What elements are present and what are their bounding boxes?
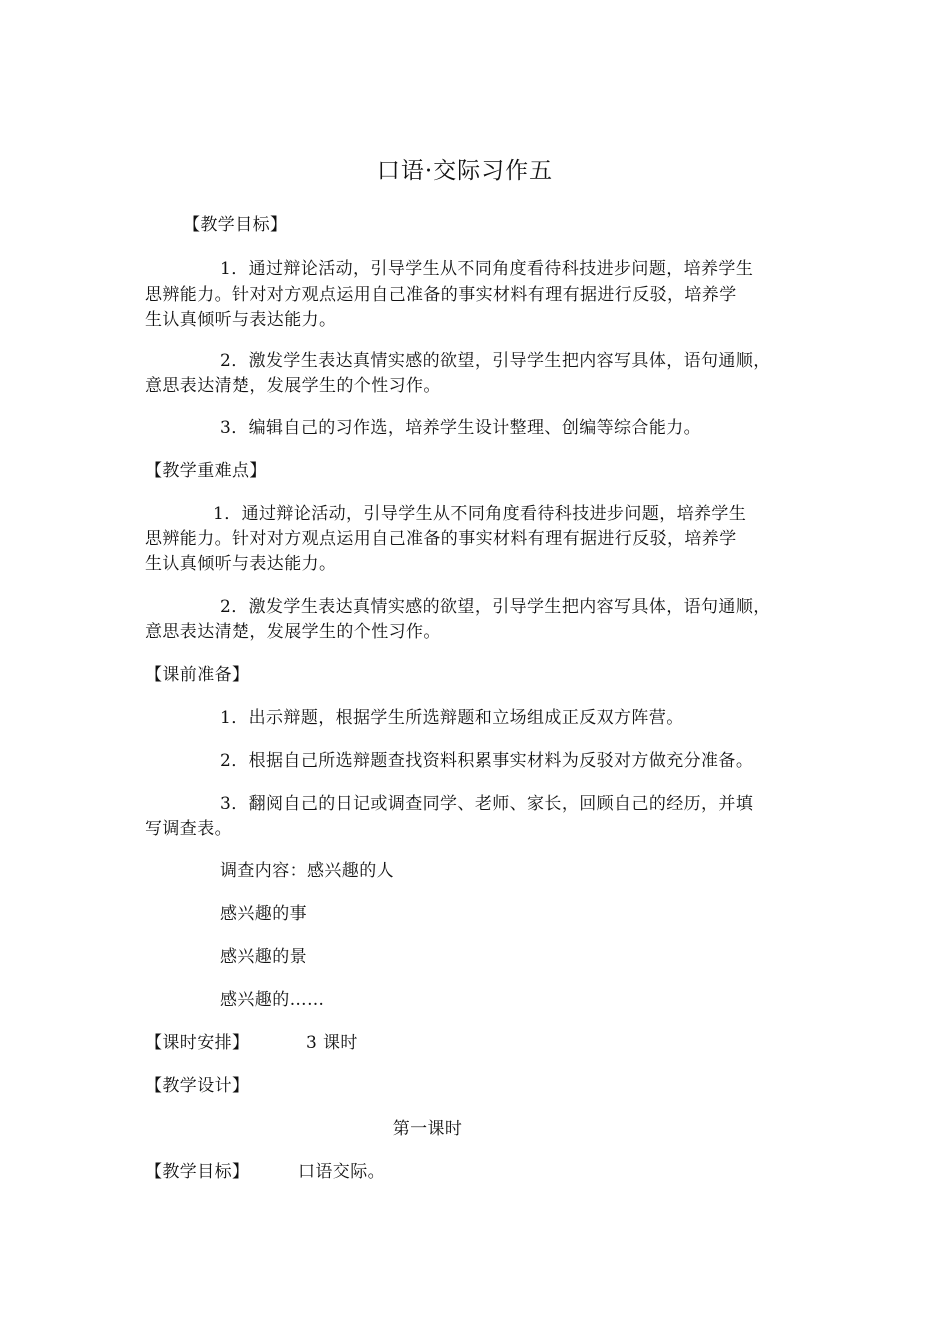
prep-3-line-2: 写调查表。	[145, 819, 232, 839]
lesson-goal-heading: 【教学目标】	[145, 1162, 250, 1182]
keypoint-1-line-1: 1．通过辩论活动，引导学生从不同角度看待科技进步问题，培养学生	[213, 504, 747, 524]
goal-3: 3．编辑自己的习作选，培养学生设计整理、创编等综合能力。	[220, 418, 702, 438]
survey-line-events: 感兴趣的事	[220, 904, 307, 924]
goal-2-line-1: 2．激发学生表达真情实感的欲望，引导学生把内容写具体，语句通顺，	[220, 351, 771, 371]
keypoint-1-line-2: 思辨能力。针对对方观点运用自己准备的事实材料有理有据进行反驳，培养学	[145, 529, 737, 549]
survey-line-people: 调查内容：感兴趣的人	[220, 861, 394, 881]
section-heading-keypoints: 【教学重难点】	[145, 461, 267, 481]
section-heading-goals: 【教学目标】	[183, 215, 288, 235]
lesson-title: 第一课时	[392, 1119, 463, 1139]
survey-line-other: 感兴趣的……	[220, 990, 325, 1010]
lesson-goal-value: 口语交际。	[298, 1162, 385, 1182]
goal-1-line-2: 思辨能力。针对对方观点运用自己准备的事实材料有理有据进行反驳，培养学	[145, 285, 737, 305]
schedule-value: 3 课时	[306, 1033, 358, 1053]
section-heading-schedule: 【课时安排】	[145, 1033, 250, 1053]
keypoint-1-line-3: 生认真倾听与表达能力。	[145, 554, 337, 574]
goal-2-line-2: 意思表达清楚，发展学生的个性习作。	[145, 376, 441, 396]
survey-line-scenery: 感兴趣的景	[220, 947, 307, 967]
section-heading-prep: 【课前准备】	[145, 665, 250, 685]
keypoint-2-line-2: 意思表达清楚，发展学生的个性习作。	[145, 622, 441, 642]
section-heading-design: 【教学设计】	[145, 1076, 250, 1096]
goal-1-line-3: 生认真倾听与表达能力。	[145, 310, 337, 330]
document-title: 口语·交际习作五	[376, 158, 554, 184]
keypoint-2-line-1: 2．激发学生表达真情实感的欲望，引导学生把内容写具体，语句通顺，	[220, 597, 771, 617]
prep-1: 1．出示辩题，根据学生所选辩题和立场组成正反双方阵营。	[220, 708, 684, 728]
prep-2: 2．根据自己所选辩题查找资料积累事实材料为反驳对方做充分准备。	[220, 751, 754, 771]
goal-1-line-1: 1．通过辩论活动，引导学生从不同角度看待科技进步问题，培养学生	[220, 259, 754, 279]
prep-3-line-1: 3．翻阅自己的日记或调查同学、老师、家长，回顾自己的经历，并填	[220, 794, 754, 814]
